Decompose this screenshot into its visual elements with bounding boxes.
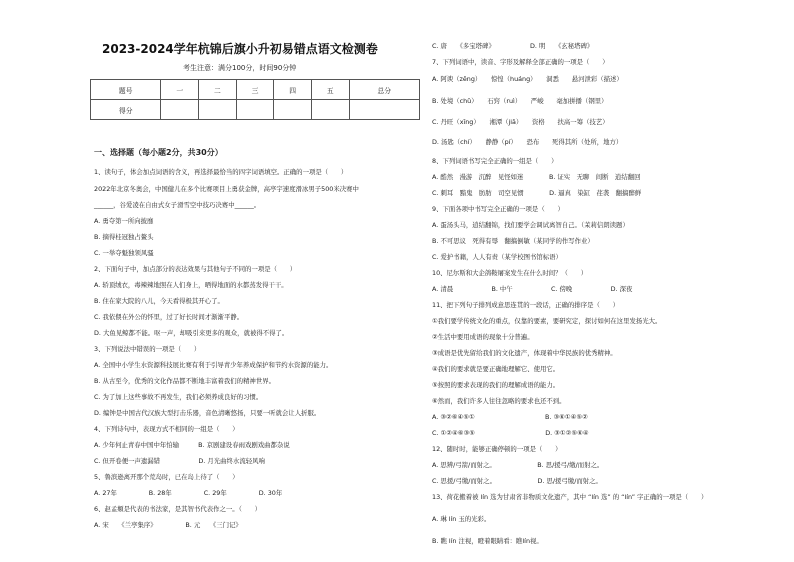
option-line: B. 瞧 lín 注视，瞪着眼睛看：瞧lín视。 <box>432 537 543 545</box>
score-table <box>90 79 420 120</box>
score-header-cell: 一 <box>161 80 199 100</box>
question-line: 10、尼尔斯和大企鸽鞍屠案发生在什么时间？（ ） <box>432 269 588 277</box>
score-header-cell: 二 <box>199 80 237 100</box>
question-line: 8、下列词语书写完全正确的一组是（ ） <box>432 157 558 165</box>
score-header-cell: 四 <box>274 80 312 100</box>
option-line: D. 编钟是中国古代汉族大型打击乐器，音色清晰悠扬，只要一听就会让人折服。 <box>94 409 321 417</box>
option-line: A. ③②⑥④⑤① B. ③⑥①④⑤② <box>432 413 588 421</box>
score-input-cell[interactable] <box>161 100 199 120</box>
question-line: 4、下列诗句中，表现方式不相同的一组是（ ） <box>94 425 239 433</box>
option-line: C. 为了加上这些事故不再发生，我们必须养成良好的习惯。 <box>94 393 263 401</box>
option-line: C. 思援/弓缴/而射之。 D. 思/援弓缴/而射之。 <box>432 477 602 485</box>
question-line: 13、荷花搬着被 lín 选为甘肃省非物质文化遗产，其中 “lín 选” 的 “lín” 字正确的一项是（ ） <box>432 493 708 501</box>
option-line: A. 蛋汤头马，逍结翻锦，找们要学会调试离智自己。（茉莉信朗读题） <box>432 221 629 229</box>
question-line: ______，谷爱凌在自由式女子滑雪空中技巧决赛中______。 <box>94 201 261 209</box>
option-line: A. 思辨/弓箭/而射之。 B. 思/援弓/缴/而射之。 <box>432 461 604 469</box>
option-line: C. ①②④⑥③⑤ D. ③①②⑤⑥④ <box>432 429 589 437</box>
option-line: A. 少年何止青春中国中年怕输 B. 京剧建设春雨戏剧戏曲都杂说 <box>94 441 290 449</box>
option-line: B. 从古至今，优秀的文化作品都不断地丰富着我们的精神世界。 <box>94 377 275 385</box>
score-table-header-row <box>91 80 420 100</box>
score-header-cell: 五 <box>311 80 349 100</box>
option-line: B. 住在家大院的八儿，今天看得极其开心了。 <box>94 297 224 305</box>
question-line: 1、读句子，体会加点词语的含义，再选择最恰当的四字词语填空。正确的一项是（ ） <box>94 168 348 176</box>
section-heading: 一、选择题（每小题2分，共30分） <box>94 148 223 157</box>
option-line: C. 一举夺魁独领风骚 <box>94 249 154 257</box>
score-input-cell[interactable] <box>236 100 274 120</box>
score-input-cell[interactable] <box>349 100 419 120</box>
option-line: A. 勇夺第一所向披靡 <box>94 217 154 225</box>
score-input-cell[interactable] <box>199 100 237 120</box>
option-line: A. 全国中小学生水资源科技展比赛有利于引导青少年养成保护和节约水资源的能力。 <box>94 361 333 369</box>
page-title: 2023-2024学年杭锦后旗小升初易错点语文检测卷 <box>102 42 378 56</box>
option-line: C. 唐 《多宝塔碑》 D. 明 《玄秘塔碑》 <box>432 42 594 50</box>
score-input-cell[interactable] <box>311 100 349 120</box>
option-line: A. 宋 《兰亭集序》 B. 元 《三门记》 <box>94 521 242 529</box>
option-line: D. 大鱼见鲸都不能。呕一声，却吸引来更多的观众，就被得不得了。 <box>94 329 289 337</box>
sentence-line: ⑤按照的要求表现的我们的理解成语的能力。 <box>432 381 560 389</box>
question-line: 9、下面各项中书写完全正确的一项是（ ） <box>432 205 564 213</box>
question-line: 12、随时时，能够正确停顿的一项是（ ） <box>432 445 562 453</box>
score-row-label: 得分 <box>91 100 161 120</box>
option-line: C. 丹旺（xīng） 湘潭（jiā） 资格 扶高一筹（技艺） <box>432 118 609 126</box>
question-line: 2022年北京冬奥会，中国健儿在多个比赛项目上勇获金牌，高亭宇速度滑冰男子500米决赛中 <box>94 185 359 193</box>
question-line: 7、下列词语中，读音、字形及解释全部正确的一项是（ ） <box>432 58 609 66</box>
question-line: 11、把下列句子排列成意思连贯的一段话，正确的排序是（ ） <box>432 301 620 309</box>
sentence-line: ①我们要学传统文化的重点，仅靠的要素，要研究定，探讨如何在这里发扬光大。 <box>432 317 662 325</box>
option-line: A. 27年 B. 28年 C. 29年 D. 30年 <box>94 489 283 497</box>
exam-notice: 考生注意：满分100分，时间90分钟 <box>183 64 297 72</box>
sentence-line: ②生活中要用成语的现象十分普遍。 <box>432 333 534 341</box>
option-line: D. 汤匙（chí） 静静（pí） 恐布 死得其所（处所，地方） <box>432 138 623 146</box>
sentence-line: ⑥然而，我们许多人往往忽略的要求也还不到。 <box>432 397 566 405</box>
option-line: B. 处境（chǔ） 石窍（ruì） 严峻 毫加拼播（钢里） <box>432 97 608 105</box>
option-line: B. 摘得桂冠独占鳌头 <box>94 233 154 241</box>
option-line: C. 但开卷便一声遗漏错 D. 月光曲终水流轻风响 <box>94 457 265 465</box>
score-header-cell: 总分 <box>349 80 419 100</box>
option-line: C. 爱护书籍，人人有责（某学校图书馆标语） <box>432 253 562 261</box>
question-line: 6、赵孟頫是代表的书法家，是其智书代表作之一。（ ） <box>94 505 262 513</box>
option-line: A. 清晨 B. 中午 C. 傍晚 D. 深夜 <box>432 285 633 293</box>
score-header-cell: 三 <box>236 80 274 100</box>
option-line: A. 阿谀（zēng） 惊惶（huáng） 洞悉 悬河泄彩（描述） <box>432 75 623 83</box>
sentence-line: ④我们的要求就是要正确地理解它、使用它。 <box>432 365 560 373</box>
option-line: B. 不可思议 死得有辱 翻搞倒敏（某同学的作写作业） <box>432 237 594 245</box>
question-line: 5、鲁滨逊离开那个荒岛时，已在岛上待了（ ） <box>94 473 239 481</box>
option-line: A. 酷然 漫游 沉醉 见怪如迷 B. 证实 无聊 间断 逍结翻回 <box>432 173 641 181</box>
option-line: A. 琳 lín 玉的光彩。 <box>432 515 491 523</box>
question-line: 2、下面句子中，加点部分的表达效果与其他句子不同的一项是（ ） <box>94 265 297 273</box>
option-line: C. 刺耳 黯鬼 肪肪 司空见惯 D. 逼真 染缸 荏袭 翻搞醉鲜 <box>432 189 642 197</box>
score-header-cell: 题号 <box>91 80 161 100</box>
question-line: 3、下列说法中错误的一项是（ ） <box>94 345 201 353</box>
score-input-cell[interactable] <box>274 100 312 120</box>
option-line: A. 轿顶绒衣，毒辣辣地照在人们身上，晒得地面的水都蒸发得干干。 <box>94 281 288 289</box>
sentence-line: ③成语是优先留给我们的文化遗产，体现着中华民族的优秀精神。 <box>432 349 617 357</box>
score-table-score-row <box>91 100 420 120</box>
option-line: C. 我依偎在外公的怀里，过了好长时间才渐渐平静。 <box>94 313 244 321</box>
